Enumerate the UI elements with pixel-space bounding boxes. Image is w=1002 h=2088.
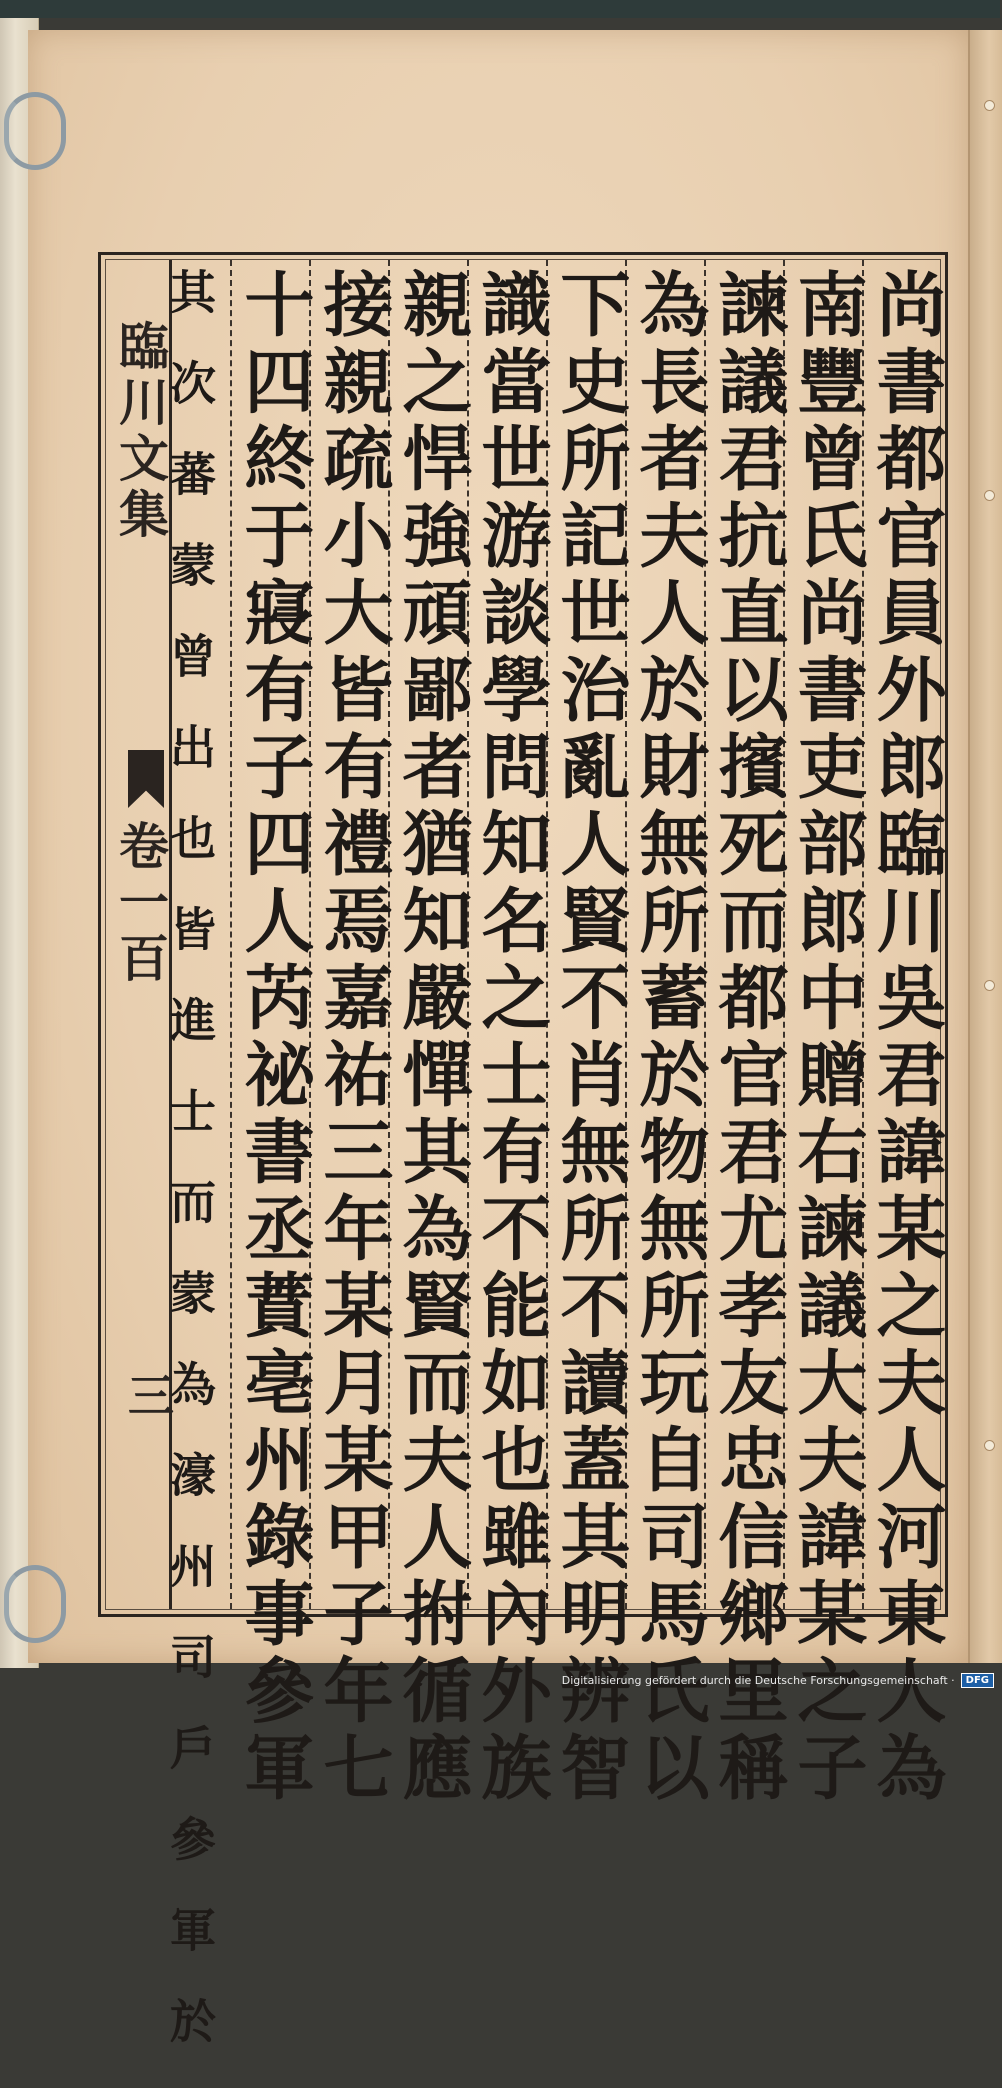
column-rule: [230, 260, 232, 1609]
top-background-strip: [0, 0, 1000, 18]
footer-credit: [562, 1671, 994, 1689]
text-column: 為長者夫人於財無所蓄於物無所玩自司馬氏以: [628, 268, 711, 1808]
binding-hole-icon: [984, 1440, 995, 1451]
page-number: 三: [128, 1369, 174, 1423]
text-column: 南豐曾氏尚書吏部郎中贈右諫議大夫諱某之子: [786, 268, 869, 1808]
page-clip-icon: [4, 1565, 66, 1643]
text-column: 尚書都官員外郎臨川吳君諱某之夫人河東人為: [865, 268, 948, 1808]
text-column: 下史所記世治亂人賢不肖無所不讀蓋其明辨智: [549, 268, 632, 1808]
volume-label: 卷一百: [111, 820, 170, 988]
text-column: 識當世游談學問知名之士有不能如也雖內外族: [470, 268, 553, 1808]
binding-hole-icon: [984, 100, 995, 111]
text-column: 諫議君抗直以擯死而都官君尤孝友忠信鄉里稱: [707, 268, 790, 1808]
text-column: 親之悍強頑鄙者猶知嚴憚其為賢而夫人拊循應: [391, 268, 474, 1808]
next-leaf-edge: [968, 30, 1002, 1663]
binding-hole-icon: [984, 490, 995, 501]
binding-hole-icon: [984, 980, 995, 991]
text-column: 其次蕃蒙曾出也皆進士而蒙為濠州司戶參軍於: [163, 268, 217, 2088]
book-title: 臨川文集: [111, 320, 170, 544]
page-clip-icon: [4, 92, 66, 170]
dfg-logo-icon[interactable]: DFG: [961, 1673, 994, 1688]
text-column: 十四終于寢有子四人芮祕書丞蕡亳州錄事參軍: [233, 268, 316, 1808]
footer-text: Digitalisierung gefördert durch die Deutsche Forschungsgemeinschaft ·: [561, 1673, 955, 1687]
text-column: 接親疏小大皆有禮焉嘉祐三年某月某甲子年七: [312, 268, 395, 1808]
